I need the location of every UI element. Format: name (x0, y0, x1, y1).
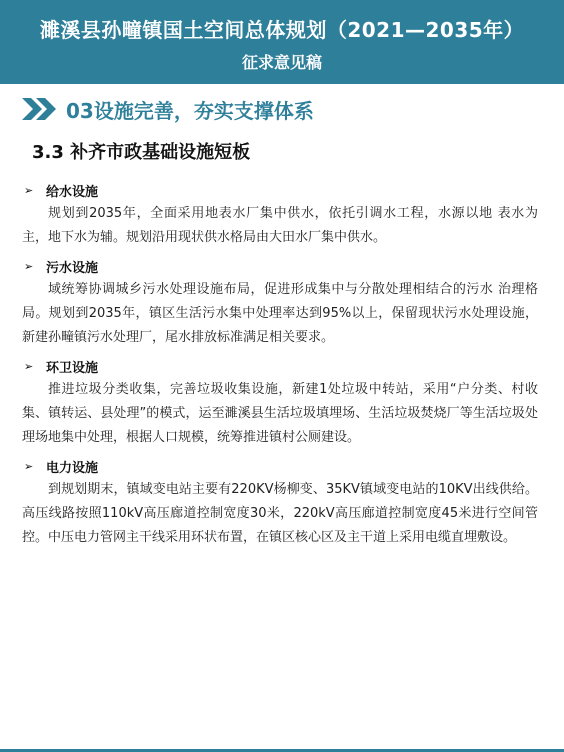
list-item-sanitation (22, 354, 538, 450)
item-heading (22, 178, 538, 202)
triangle-bullet-icon: ➢ (24, 359, 34, 373)
list-item-power (22, 454, 538, 550)
page-subtitle: 征求意见稿 (241, 53, 322, 72)
item-title: 电力设施 (46, 460, 99, 476)
item-heading (22, 454, 538, 478)
list-item-sewage (22, 254, 538, 350)
content-body (22, 178, 538, 554)
subsection-title: 3.3 补齐市政基础设施短板 (32, 142, 251, 163)
triangle-bullet-icon: ➢ (24, 459, 34, 473)
item-text: 域统筹协调城乡污水处理设施布局，促进形成集中与分散处理相结合的污水 治理格局。规划到2035年，镇区生活污水集中处理率达到95%以上，保留现状污水处理设施，新建孙疃镇污水处理厂，尾水排放标准满足相关要求。 (22, 282, 538, 345)
item-title: 污水设施 (46, 260, 99, 276)
header-banner (0, 0, 564, 84)
item-text: 到规划期末，镇域变电站主要有220KV杨柳变、35KV镇域变电站的10KV出线供给。高压线路按照110kV高压廊道控制宽度30米，220kV高压廊道控制宽度45米进行空间管控。中压电力管网主干线采用环状布置，在镇区核心区及主干道上采用电缆直埋敷设。 (22, 482, 538, 545)
double-chevron-right-icon (20, 96, 60, 122)
item-heading (22, 354, 538, 378)
item-text: 推进垃圾分类收集，完善垃圾收集设施，新建1处垃圾中转站，采用“户分类、村收集、镇转运、县处理”的模式，运至濉溪县生活垃圾填埋场、生活垃圾焚烧厂等生活垃圾处理场地集中处理，根据人口规模，统筹推进镇村公厕建设。 (22, 382, 538, 445)
section-heading (20, 94, 314, 124)
triangle-bullet-icon: ➢ (24, 183, 34, 197)
page-title: 濉溪县孙疃镇国土空间总体规划（2021—2035年） (39, 18, 525, 42)
item-title: 给水设施 (46, 184, 99, 200)
triangle-bullet-icon: ➢ (24, 259, 34, 273)
item-text: 规划到2035年，全面采用地表水厂集中供水，依托引调水工程，水源以地 表水为主，地下水为辅。规划沿用现状供水格局由大田水厂集中供水。 (22, 206, 538, 245)
section-title: 03设施完善，夯实支撑体系 (66, 98, 314, 123)
item-title: 环卫设施 (46, 360, 99, 376)
item-heading (22, 254, 538, 278)
list-item-water-supply (22, 178, 538, 250)
